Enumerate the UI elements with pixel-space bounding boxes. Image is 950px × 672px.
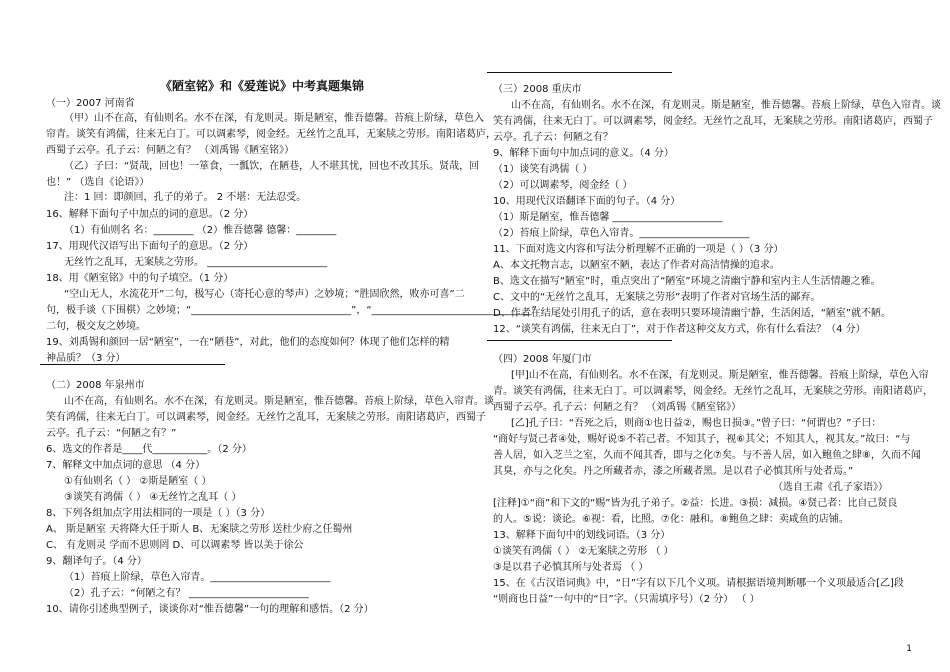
- page-number: 1: [906, 644, 912, 654]
- text-line: 18、用《陋室铭》中的句子填空。（1 分）: [46, 273, 234, 284]
- text-line: “则商也日益”一句中的“日”字。（只需填序号）（2 分） （ ）: [493, 594, 760, 605]
- text-line: 西蜀子云亭。孔子云：何陋之有？ （刘禹锡《陋室铭》）: [46, 145, 295, 156]
- text-line: 9、解释下面句中加点词的意义。（4 分）: [493, 148, 674, 159]
- text-line: 13、解释下面句中的划线词语。（3 分）: [493, 530, 671, 541]
- text-line: 青。谈笑有鸿儒，往来无白丁。可以调素琴，阅金经。无丝竹之乱耳，无案牍之劳形。南阳诸葛庐，: [493, 386, 933, 397]
- text-line: 其臭，亦与之化矣。丹之所藏者赤，漆之所藏者黑。是以君子必慎其所与处者焉。”: [493, 466, 854, 477]
- text-line: 15、在《古汉语词典》中，“日”字有以下几个义项。请根据语境判断哪一个义项最适合[乙]段: [493, 578, 904, 589]
- separator-rule: [487, 340, 672, 341]
- text-line: （1）有仙则名 名：________ （2）惟吾德馨 德馨：________: [64, 225, 337, 236]
- text-line: 9、翻译句子。（4 分）: [46, 556, 147, 567]
- text-line: （1）斯是陋室，惟吾德馨 ______________________: [493, 212, 723, 223]
- text-line: 云亭。孔子云：“何陋之有？”: [46, 428, 177, 439]
- text-line: （2）孔子云：“何陋之有？ ________________________: [64, 588, 309, 599]
- text-line: B、选文在描写“陋室”时，重点突出了“陋室”环境之清幽宁静和室内主人生活情趣之雅。: [493, 276, 881, 287]
- text-line: 无丝竹之乱耳，无案牍之劳形。 ________________________: [64, 257, 328, 268]
- text-line: （1）谈笑有鸿儒（ ）: [493, 164, 593, 175]
- separator-rule: [487, 72, 672, 73]
- text-line: ③是以君子必慎其所与处者焉 （ ）: [493, 562, 649, 573]
- text-line: （1）苔痕上阶绿，草色入帘青。________________________: [64, 572, 331, 583]
- text-line: 二句，极交友之妙境。: [46, 321, 146, 332]
- text-line: C、文中的“无丝竹之乱耳，无案牍之劳形”表明了作者对官场生活的鄙弃。: [493, 292, 821, 303]
- text-line: 8、下列各组加点字用法相同的一项是（ ）（3 分）: [46, 508, 271, 519]
- text-line: 也！” （选自《论语》）: [46, 177, 150, 188]
- text-line: 山不在高，有仙则名。水不在深，有龙则灵。斯是陋室，惟吾德馨。苔痕上阶绿，草色入帘青。谈: [64, 396, 494, 407]
- document-title: 《陋室铭》和《爱莲说》中考真题集锦: [160, 79, 365, 93]
- text-line: 11、下面对选文内容和写法分析理解不正确的一项是（ ）（3 分）: [493, 244, 784, 255]
- text-line: 句，极手谈（下围棋）之妙境；“________________________________”，“________________________________”: [46, 305, 537, 316]
- text-line: D、作者在结尾处引用孔子的话，意在表明只要环境清幽宁静，生活闲适，“陋室”就不陋。: [493, 308, 892, 319]
- text-line: 云亭。孔子云：何陋之有？: [493, 132, 613, 143]
- text-line: 17、用现代汉语写出下面句子的意思。（2 分）: [46, 241, 254, 252]
- text-line: ①有仙则名（ ） ②斯是陋室（ ）: [64, 476, 212, 487]
- text-line: 12、“谈笑有鸿儒，往来无白丁”，对于作者这种交友方式，你有什么看法？（4 分）: [493, 324, 866, 335]
- text-line: 的人。⑤说：谈论。⑥视：看，比照。⑦化：融和。⑧鲍鱼之肆：卖咸鱼的店铺。: [493, 514, 849, 525]
- text-line: （一）2007 河南省: [46, 98, 135, 109]
- text-line: A、 斯是陋室 天将降大任于斯人 B、无案牍之劳形 送杜少府之任蜀州: [46, 524, 353, 535]
- text-line: 10、请你引述典型例子，谈谈你对“惟吾德馨”一句的理解和感悟。（2 分）: [46, 604, 374, 615]
- text-line: ①谈笑有鸿儒（ ） ②无案牍之劳形 （ ）: [493, 546, 674, 557]
- text-line: 笑有鸿儒，往来无白丁。可以调素琴，阅金经。无丝竹之乱耳，无案牍之劳形。南阳诸葛庐，西蜀子: [493, 116, 933, 127]
- text-line: 山不在高，有仙则名。水不在深，有龙则灵。斯是陋室，惟吾德馨。苔痕上阶绿，草色入帘青。谈: [511, 100, 941, 111]
- text-line: ③谈笑有鸿儒（ ） ④无丝竹之乱耳（ ）: [64, 492, 242, 503]
- separator-rule: [40, 364, 225, 365]
- text-line: （2）可以调素琴，阅金经（ ）: [493, 180, 633, 191]
- text-line: 7、解释文中加点词的意思 （4 分）: [46, 460, 206, 471]
- text-line: 帘青。谈笑有鸿儒，往来无白丁。可以调素琴，阅金经。无丝竹之乱耳，无案牍之劳形。南阳诸葛庐，: [46, 129, 496, 140]
- text-line: 西蜀子云亭。孔子云：何陋之有？ （刘禹锡《陋室铭》）: [493, 402, 742, 413]
- text-line: A、本文托物言志，以陋室不陋，表达了作者对高洁情操的追求。: [493, 260, 780, 271]
- text-line: [甲]山不在高，有仙则名。水不在深，有龙则灵。斯是陋室，惟吾德馨。苔痕上阶绿，草色入帘: [511, 370, 929, 381]
- text-line: 16、解释下面句子中加点的词的意思。（2 分）: [46, 209, 254, 220]
- text-line: 笑有鸿儒，往来无白丁。可以调素琴，阅金经。无丝竹之乱耳，无案牍之劳形。南阳诸葛庐，西蜀子: [46, 412, 486, 423]
- text-line: （2）苔痕上阶绿，草色入帘青。______________________: [493, 228, 750, 239]
- text-line: （二）2008 年泉州市: [46, 380, 145, 391]
- text-line: “商好与贤己者④处，赐好说⑤不若己者。不知其子，视⑥其父；不知其人，视其友。”故曰：“与: [493, 434, 911, 445]
- text-line: （三）2008 重庆市: [493, 84, 582, 95]
- text-line: [乙]孔子曰：“吾死之后，则商①也日益②，赐也日损③。”曾子曰：“何谓也？”子曰：: [511, 418, 882, 429]
- text-line: “空山无人，水流花开”二句，极写心（寄托心意的琴声）之妙境；“胜固欣然，败亦可喜”二: [64, 289, 465, 300]
- text-line: 6、选文的作者是____代___________。（2 分）: [46, 444, 252, 455]
- text-line: 19、刘禹锡和颜回一居“陋室”，一在“陋巷”，对此，他们的态度如何？体现了他们怎样的精: [46, 337, 450, 348]
- text-line: （甲）山不在高，有仙则名。水不在深，有龙则灵。斯是陋室，惟吾德馨。苔痕上阶绿，草色入: [64, 113, 484, 124]
- text-line: 10、用现代汉语翻译下面的句子。（4 分）: [493, 196, 681, 207]
- text-line: 善人居，如入芝兰之室，久而不闻其香，即与之化⑦矣。与不善人居，如入鲍鱼之肆⑧，久而不闻: [493, 450, 921, 461]
- text-line: [注释]①“商”和下文的“赐”皆为孔子弟子。②益：长进。③损：减损。④贤己者：比自己贤良: [493, 498, 898, 509]
- text-line: 注：1 回：即颜回，孔子的弟子。 2 不堪：无法忍受。: [64, 192, 307, 203]
- text-line: 神品质？（3 分）: [46, 353, 126, 364]
- text-line: （四）2008 年厦门市: [493, 354, 592, 365]
- text-line: C、 有龙则灵 学而不思则罔 D、可以调素琴 皆以美于徐公: [46, 540, 304, 551]
- text-line: （选自王肃《孔子家语》）: [773, 482, 888, 493]
- text-line: （乙）子曰：“贤哉，回也！一箪食，一瓢饮，在陋巷，人不堪其忧，回也不改其乐。贤哉，回: [64, 161, 480, 172]
